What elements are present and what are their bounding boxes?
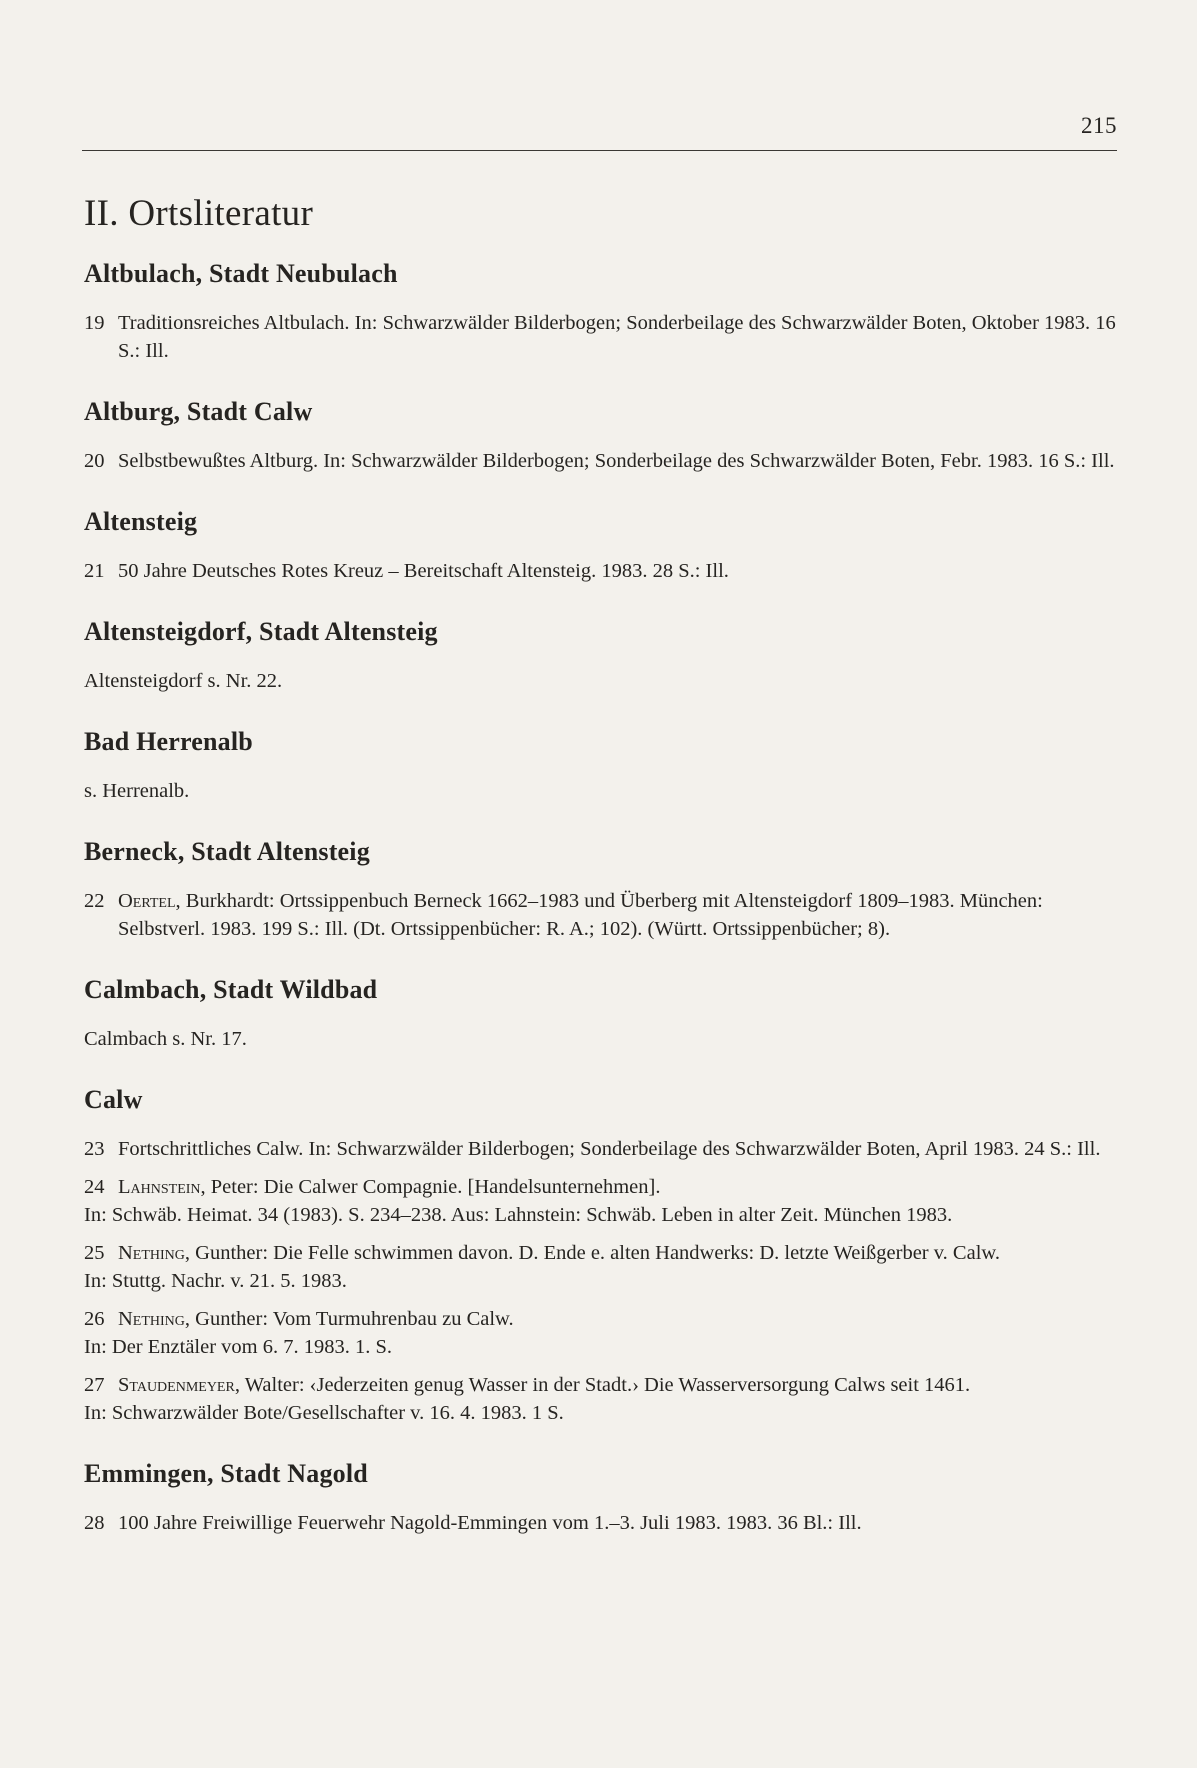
entry-number: 24 — [84, 1176, 105, 1198]
entry-number: 25 — [84, 1242, 105, 1264]
bibliography-entry — [84, 1135, 1123, 1163]
place-heading: Altensteig — [84, 507, 198, 536]
bibliography-entry — [84, 887, 1123, 943]
cross-reference: Altensteigdorf s. Nr. 22. — [84, 670, 283, 692]
place-heading: Altbulach, Stadt Neubulach — [84, 259, 398, 288]
entry-text: 100 Jahre Freiwillige Feuerwehr Nagold-Emmingen vom 1.–3. Juli 1983. 1983. 36 Bl.: Ill. — [118, 1512, 862, 1534]
entry-text: Selbstbewußtes Altburg. In: Schwarzwälder Bilderbogen; Sonderbeilage des Schwarzwälder Boten, Febr. 1983. 16 S.: Ill. — [118, 450, 1115, 472]
entry-text: Traditionsreiches Altbulach. In: Schwarzwälder Bilderbogen; Sonderbeilage des Schwarzwälder Boten, Oktober 1983. 16 S.: Ill. — [118, 312, 1116, 362]
entry-source: In: Schwarzwälder Bote/Gesellschafter v. 16. 4. 1983. 1 S. — [84, 1402, 564, 1424]
entry-number: 19 — [84, 312, 105, 334]
place-heading: Altburg, Stadt Calw — [84, 397, 313, 426]
place-heading: Berneck, Stadt Altensteig — [84, 837, 370, 866]
bibliography-entry — [84, 557, 1123, 585]
place-heading: Altensteigdorf, Stadt Altensteig — [84, 617, 438, 646]
place-group — [84, 837, 1123, 943]
place-group — [84, 1459, 1123, 1537]
place-heading: Calmbach, Stadt Wildbad — [84, 975, 378, 1004]
bibliography-entry — [84, 1239, 1123, 1295]
place-group — [84, 1085, 1123, 1427]
entry-number: 22 — [84, 890, 105, 912]
entry-author: Staudenmeyer — [118, 1374, 235, 1396]
cross-reference: s. Herrenalb. — [84, 780, 190, 802]
entry-number: 27 — [84, 1374, 105, 1396]
entry-author: Nething — [118, 1308, 185, 1330]
entry-number: 21 — [84, 560, 105, 582]
place-heading: Bad Herrenalb — [84, 727, 253, 756]
entry-text: , Peter: Die Calwer Compagnie. [Handelsunternehmen]. — [200, 1176, 661, 1198]
entry-source: In: Schwäb. Heimat. 34 (1983). S. 234–238. Aus: Lahnstein: Schwäb. Leben in alter Zeit. München 1983. — [84, 1204, 953, 1226]
entry-text: Fortschrittliches Calw. In: Schwarzwälder Bilderbogen; Sonderbeilage des Schwarzwälder Boten, April 1983. 24 S.: Ill. — [118, 1138, 1101, 1160]
entry-source: In: Stuttg. Nachr. v. 21. 5. 1983. — [84, 1270, 347, 1292]
place-heading: Calw — [84, 1085, 143, 1114]
place-group — [84, 617, 1123, 695]
bibliography-entry — [84, 447, 1123, 475]
entry-number: 23 — [84, 1138, 105, 1160]
header-rule — [82, 150, 1117, 151]
place-heading: Emmingen, Stadt Nagold — [84, 1459, 368, 1488]
page-number: 215 — [1081, 113, 1117, 138]
entry-text: 50 Jahre Deutsches Rotes Kreuz – Bereitschaft Altensteig. 1983. 28 S.: Ill. — [118, 560, 729, 582]
bibliography-entry — [84, 1371, 1123, 1427]
bibliography-entry — [84, 1305, 1123, 1361]
entry-author: Nething — [118, 1242, 185, 1264]
entry-source: In: Der Enztäler vom 6. 7. 1983. 1. S. — [84, 1336, 393, 1358]
place-group — [84, 727, 1123, 805]
entry-author: Oertel — [118, 890, 176, 912]
place-group — [84, 975, 1123, 1053]
bibliography-entry — [84, 1173, 1123, 1229]
section-title: II. Ortsliteratur — [84, 193, 314, 234]
entry-number: 26 — [84, 1308, 105, 1330]
place-group — [84, 397, 1123, 475]
bibliography-content — [84, 192, 1123, 1569]
entry-text: , Burkhardt: Ortssippenbuch Berneck 1662–1983 und Überberg mit Altensteigdorf 1809–1983. München: Selbstverl. 1983. 199 S.: Ill. (Dt. Ortssippenbücher: R. A.; 102). (Württ. Ortssippenbücher; 8). — [118, 890, 1043, 940]
entry-text: , Walter: ‹Jederzeiten genug Wasser in der Stadt.› Die Wasserversorgung Calws seit 1461. — [234, 1374, 971, 1396]
entry-author: Lahnstein — [118, 1176, 201, 1198]
bibliography-entry — [84, 1509, 1123, 1537]
entry-text: , Gunther: Vom Turmuhrenbau zu Calw. — [184, 1308, 514, 1330]
place-group — [84, 507, 1123, 585]
bibliography-entry — [84, 309, 1123, 365]
entry-number: 28 — [84, 1512, 105, 1534]
entry-number: 20 — [84, 450, 105, 472]
entry-text: , Gunther: Die Felle schwimmen davon. D. Ende e. alten Handwerks: D. letzte Weißgerber v. Calw. — [184, 1242, 1000, 1264]
cross-reference: Calmbach s. Nr. 17. — [84, 1028, 247, 1050]
place-group — [84, 259, 1123, 365]
